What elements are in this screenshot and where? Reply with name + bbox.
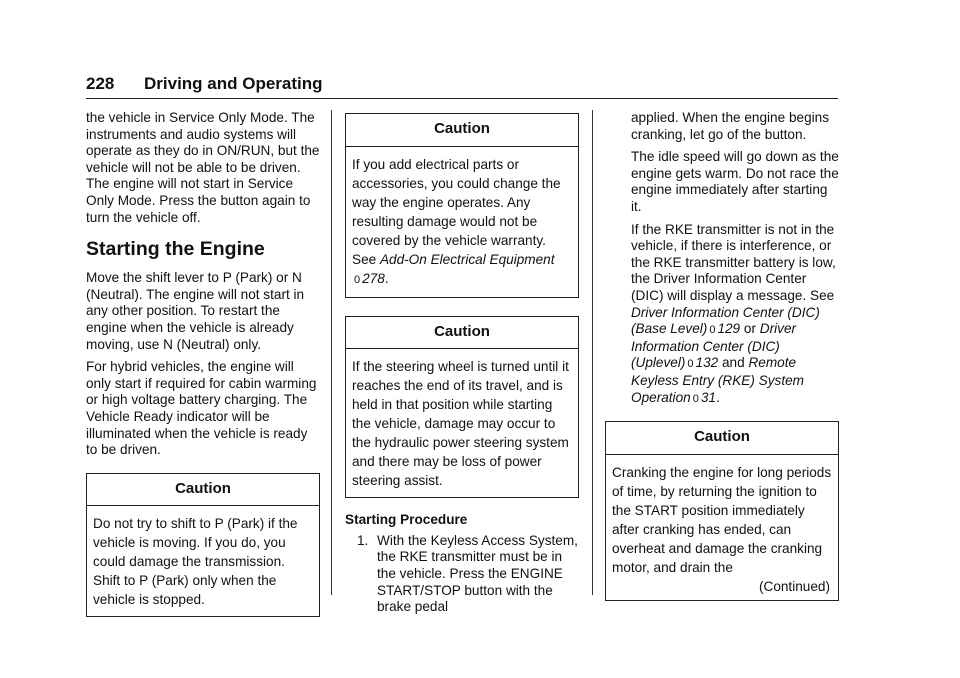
caution-title: Caution [346,317,578,350]
rke-text: If the RKE transmitter is not in the vehicle, if there is interference, or the RKE transmitter battery is low, the Driver Information Center (DIC) will display a message. See [631,221,836,303]
step-number: 1. [357,532,369,548]
ref-page: 129 [717,321,741,337]
or-label: or [743,321,756,337]
column-divider-1 [331,110,332,595]
caution-body [606,455,838,600]
caution-title: Caution [87,474,319,507]
page-number: 228 [86,74,115,93]
and-label: and [721,355,745,371]
page-ref-arrow-icon: 0 [709,324,716,337]
continued-step-text: applied. When the engine begins cranking, let go of the button. [631,110,830,142]
ref-page: 31 [700,389,716,405]
caution-box-electrical [345,113,579,298]
caution-body: If the steering wheel is turned until it reaches the end of its travel, and is held in that position while starting the vehicle, damage may occur to the hydraulic power steering system and there may be loss of power steering assist. [352,359,569,489]
caution-text: Cranking the engine for long periods of time, by returning the ignition to the START position immediately after cranking has ended, can overheat and damage the cranking motor, and drain the [612,464,832,575]
caution-text: If you add electrical parts or accessories, you could change the way the engine operates. Any resulting damage would not be covered by the vehicle warranty. [352,156,561,248]
page-header [86,70,838,98]
ref-end: . [715,389,720,405]
column-divider-2 [592,110,593,595]
ref-title: Add-On Electrical Equipment [379,251,555,267]
caution-box-steering [345,316,579,499]
idle-speed-paragraph: The idle speed will go down as the engine gets warm. Do not race the engine immediately after starting it. [631,149,839,214]
see-label: See [352,251,377,267]
section-heading: Starting the Engine [86,238,265,261]
caution-title: Caution [346,114,578,147]
continued-label: (Continued) [758,578,830,594]
hybrid-paragraph: For hybrid vehicles, the engine will only start if required for cabin warming or high voltage battery charging. The Vehicle Ready indicator will be illuminated when the vehicle is ready to be driven. [86,359,317,458]
caution-body: Do not try to shift to P (Park) if the vehicle is moving. If you do, you could damage the transmission. Shift to P (Park) only when the vehicle is stopped. [93,516,298,608]
list-item [345,533,579,616]
ref-title: Remote Keyless Entry (RKE) System Operation [631,355,804,405]
ref-end: . [384,270,389,286]
page-ref-arrow-icon: 0 [692,392,699,405]
page-ref-arrow-icon: 0 [687,358,694,371]
step-text: With the Keyless Access System, the RKE transmitter must be in the vehicle. Press the ENGINE START/STOP button with the brake pedal [377,532,578,615]
ref-title: Driver Information Center (DIC) (Base Level) [631,304,820,337]
ref-page: 278 [362,270,385,286]
header-rule [86,98,838,99]
ref-title: Driver Information Center (DIC) (Uplevel) [631,321,797,371]
column-3 [605,110,839,601]
caution-body [346,147,578,297]
page-ref-arrow-icon: 0 [354,273,361,286]
caution-box-park [86,473,320,618]
column-1 [86,110,320,617]
caution-title: Caution [606,422,838,455]
section-title: Driving and Operating [144,74,323,93]
caution-box-cranking [605,421,839,601]
shift-lever-paragraph: Move the shift lever to P (Park) or N (Neutral). The engine will not start in any other position. To restart the engine when the vehicle is already moving, use N (Neutral) only. [86,270,305,352]
column-2 [345,110,579,616]
procedure-heading: Starting Procedure [345,512,468,528]
rke-paragraph [605,222,839,408]
intro-paragraph: the vehicle in Service Only Mode. The instruments and audio systems will operate as they do in ON/RUN, but the vehicle will not be able to be driven. The engine will not start in Service Only Mode. Press the button again to turn the vehicle off. [86,110,320,225]
ref-page: 132 [695,355,719,371]
cross-reference-link[interactable] [352,252,555,286]
